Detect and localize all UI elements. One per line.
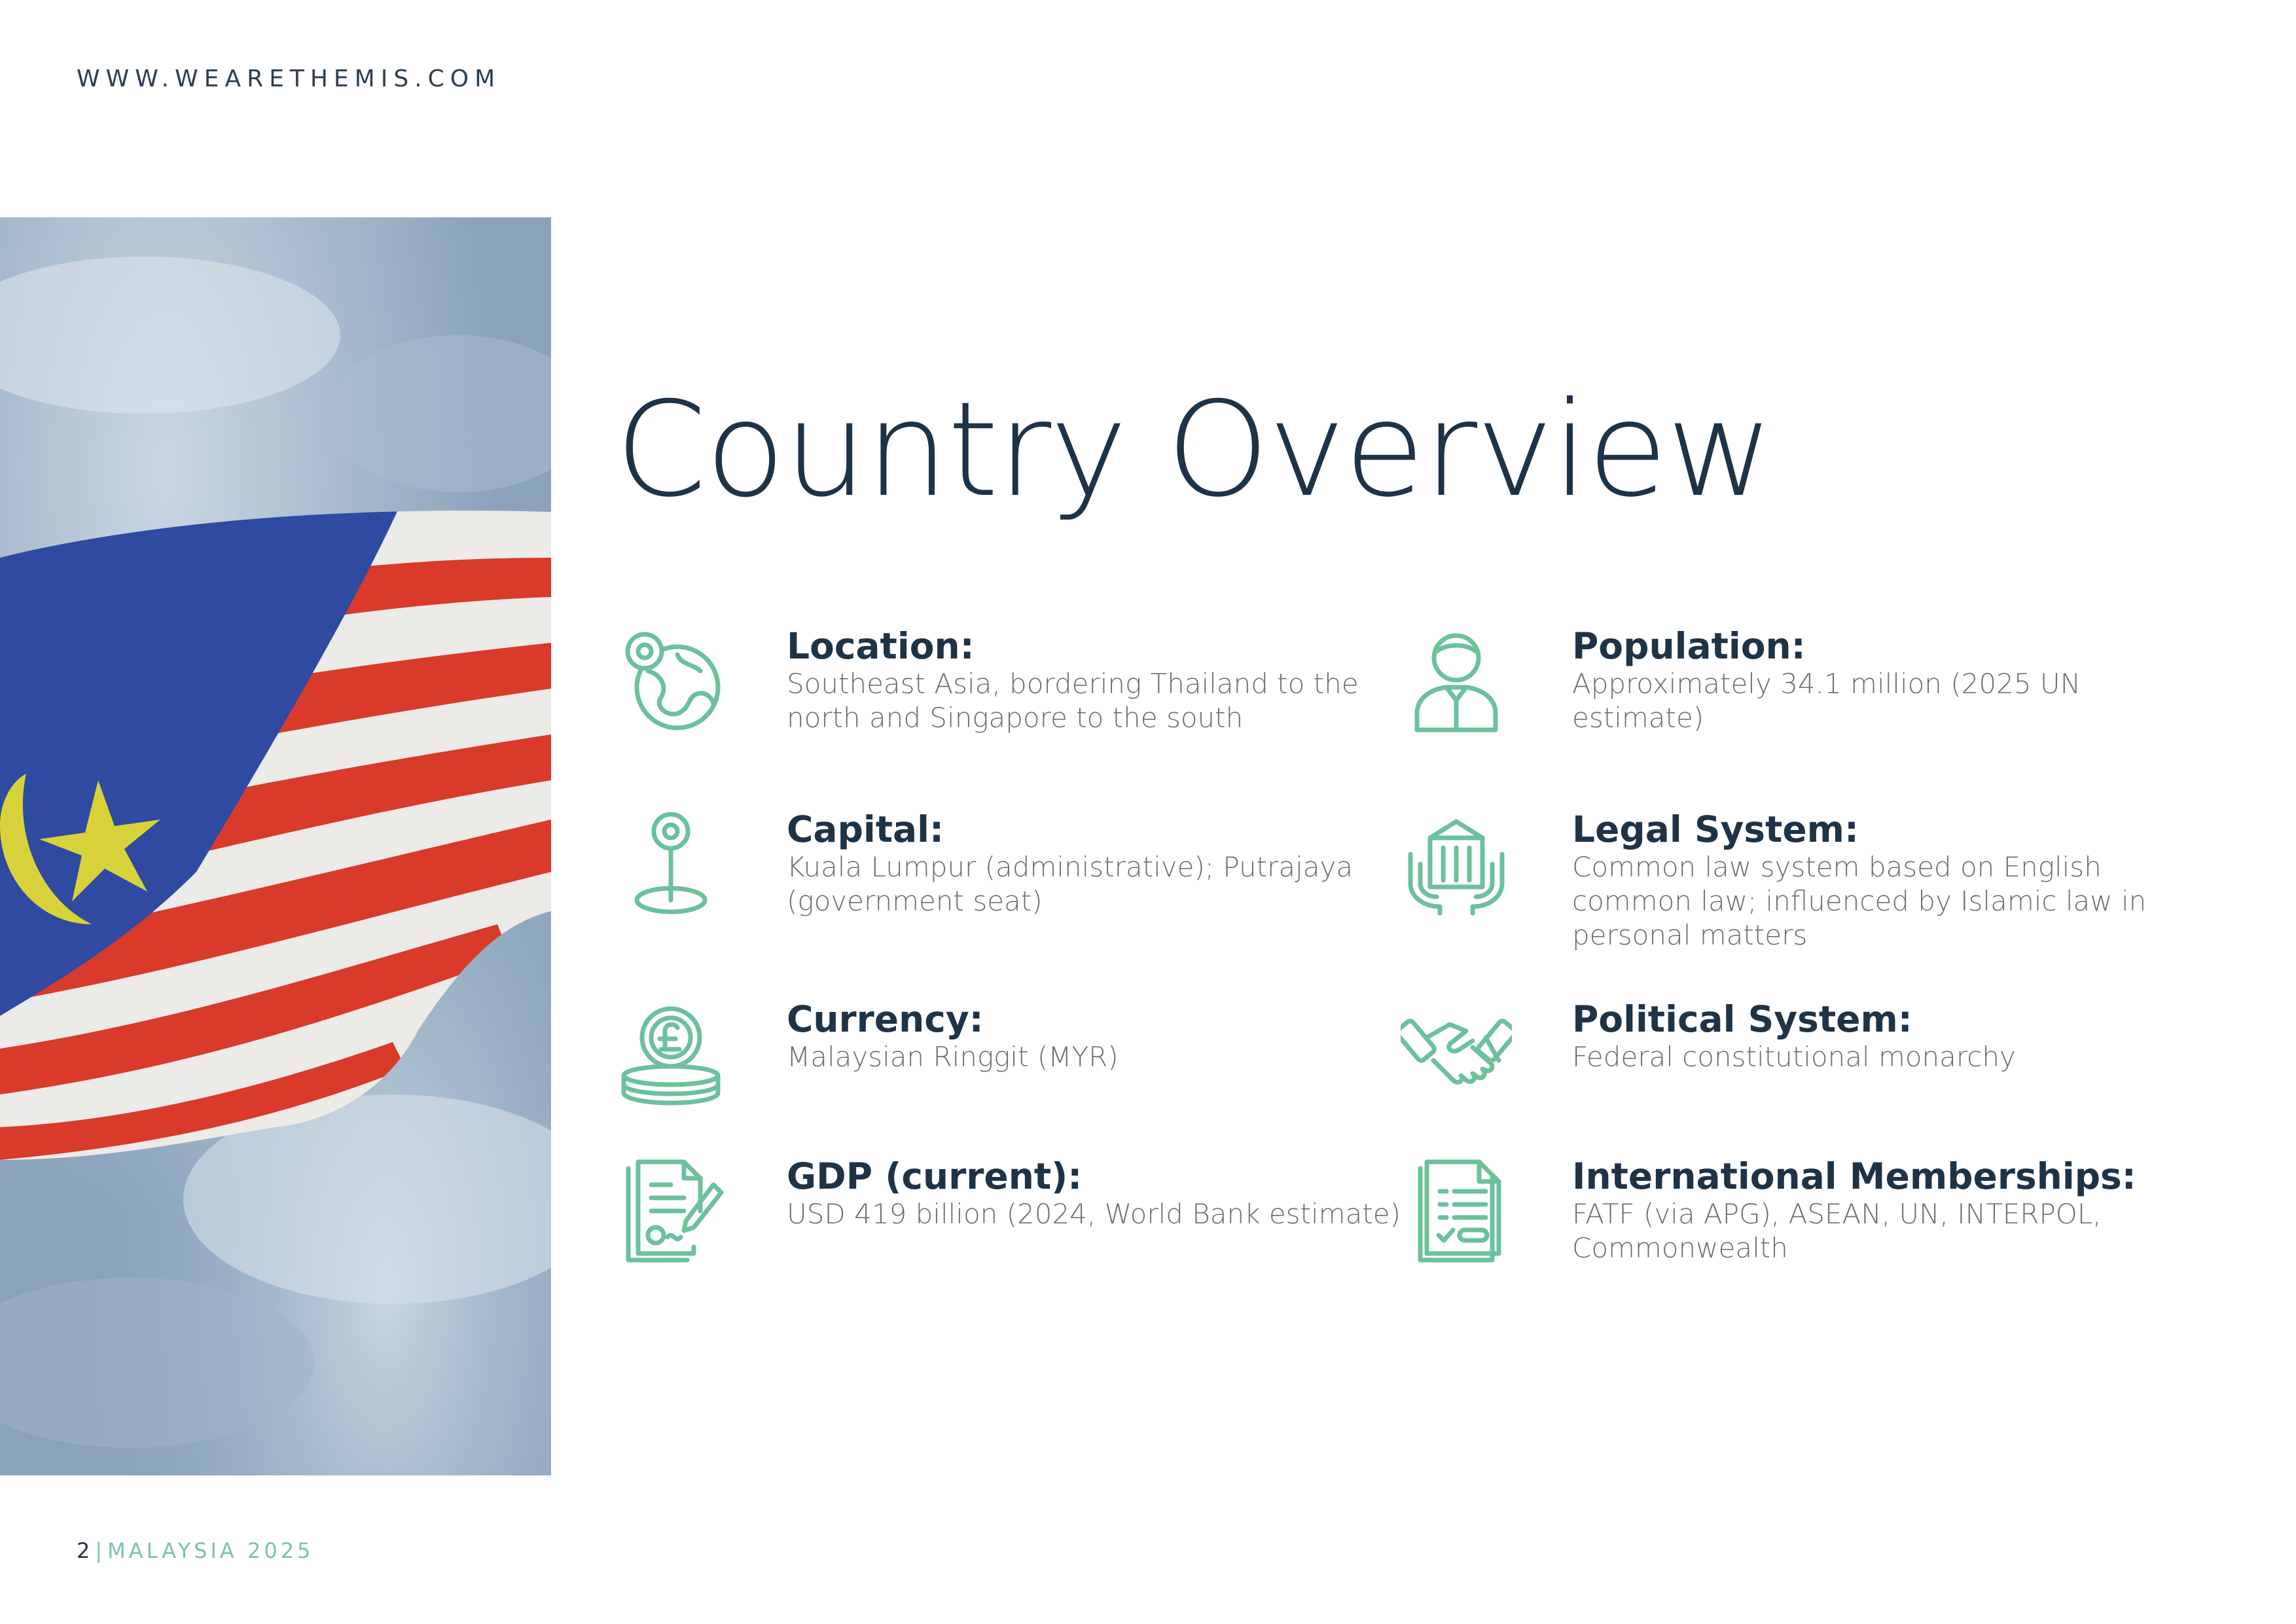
fact-label: GDP (current): [787,1155,1083,1197]
malaysia-flag-photo [0,217,551,1475]
map-pin-icon [615,808,726,920]
globe-pin-icon [615,625,726,736]
fact-value: Malaysian Ringgit (MYR) [787,1041,1119,1073]
fact-value: Approximately 34.1 million (2025 UN estimate) [1572,668,2081,734]
fact-value: Common law system based on English common law; influenced by Islamic law in personal matters [1572,851,2147,951]
courthouse-hands-icon [1401,808,1512,920]
page-title: Country Overview [615,374,1772,526]
fact-label: Population: [1572,625,1806,667]
fact-label: Legal System: [1572,808,1859,850]
fact-label: Currency: [787,998,984,1040]
fact-value: Federal constitutional monarchy [1572,1041,2016,1073]
website-url[interactable]: WWW.WEARETHEMIS.COM [77,65,501,92]
fact-value: USD 419 billion (2024, World Bank estimate) [787,1198,1401,1230]
fact-value: FATF (via APG), ASEAN, UN, INTERPOL, Commonwealth [1572,1198,2102,1264]
fact-label: Capital: [787,808,944,850]
handshake-icon [1401,998,1512,1110]
fact-label: Political System: [1572,998,1912,1040]
page-number: 2 [77,1538,90,1563]
page-footer [77,1538,314,1563]
fact-value: Southeast Asia, bordering Thailand to the north and Singapore to the south [787,668,1359,734]
footer-separator: | [95,1538,103,1563]
fact-value: Kuala Lumpur (administrative); Putrajaya (government seat) [787,851,1354,917]
fact-label: International Memberships: [1572,1155,2136,1197]
document-name: MALAYSIA 2025 [107,1538,314,1563]
checklist-document-icon [1401,1155,1512,1267]
person-icon [1401,625,1512,736]
coin-stack-icon [615,998,726,1110]
fact-label: Location: [787,625,975,667]
signed-document-icon [615,1155,726,1267]
